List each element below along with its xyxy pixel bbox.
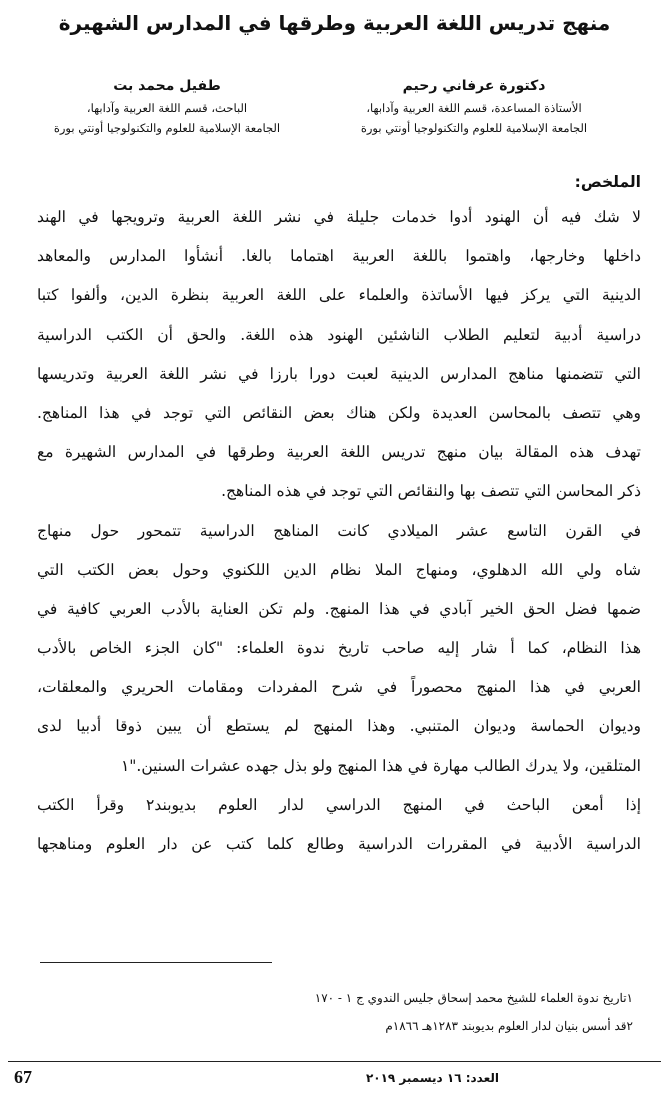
body-text xyxy=(37,198,641,864)
body-line: وهي تتصف بالمحاسن العديدة ولكن هناك بعض النقائص التي توجد في هذا المناهج. xyxy=(37,403,641,422)
body-line: الدراسية الأدبية في المقررات الدراسية وطالع كلما كتب عن دار العلوم ومناهجها xyxy=(37,835,641,853)
abstract-heading: الملخص: xyxy=(574,173,641,191)
body-line: الدينية التي يركز فيها الأساتذة والعلماء على اللغة العربية بنظرة الدين، وألفوا كتبا xyxy=(37,286,641,305)
body-line: التي تتضمنها مناهج المدارس الدينية لعبت دورا بارزا في نشر اللغة العربية وتدريسها xyxy=(37,364,641,383)
body-line: هذا النظام، كما أ شار إليه صاحب تاريخ ندوة العلماء: "كان الجزء الخاص بالأدب xyxy=(37,639,641,658)
footnote: ١تاريخ ندوة العلماء للشيخ محمد إسحاق جليس الندوي ج ١ - ١٧٠ xyxy=(314,991,633,1005)
body-line: المتلقين، ولا يدرك الطالب مهارة في هذا المنهج ولو بذل جهده عشرات السنين."١ xyxy=(120,756,641,775)
author-role: الأستاذة المساعدة، قسم اللغة العربية وآدابها، xyxy=(366,101,582,115)
author-institution: الجامعة الإسلامية للعلوم والتكنولوجيا أونتي بورة xyxy=(53,121,281,135)
footnote: ٢قد أسس بنيان لدار العلوم بديوبند ١٢٨٣هـ ١٨٦٦م xyxy=(385,1019,633,1033)
body-line: ضمها فضل الحق الخير آبادي في هذا المنهج. ولم تكن العناية بالأدب العربي كافية في xyxy=(37,599,641,618)
body-line: العربي في هذا المنهج محصوراً في شرح المفردات ومقامات الحريري والمعلقات، xyxy=(37,678,641,697)
body-line: في القرن التاسع عشر الميلادي كانت المناهج الدراسية تتمحور حول منهاج xyxy=(37,521,641,540)
footer-rule xyxy=(8,1061,661,1062)
body-line: شاه ولي الله الدهلوي، ومنهاج الملا نظام الدين اللكنوي وحول بعض الكتب التي xyxy=(37,560,641,579)
footnote-separator xyxy=(40,962,272,963)
author-institution: الجامعة الإسلامية للعلوم والتكنولوجيا أونتي بورة xyxy=(360,121,588,135)
body-line: إذا أمعن الباحث في المنهج الدراسي لدار العلوم بديوبند٢ وقرأ الكتب xyxy=(37,795,641,814)
body-line: وديوان الحماسة وديوان المتنبي. وهذا المنهج لم يستطع أن يبين ذوقا أدبيا لدى xyxy=(37,717,641,736)
body-line: تهدف هذه المقالة بيان منهج تدريس اللغة العربية وطرقها في المدارس الشهيرة مع xyxy=(37,443,641,462)
body-line: داخلها وخارجها، واهتموا باللغة العربية اهتماما بالغا. أنشأوا المدارس والمعاهد xyxy=(37,247,641,266)
article-title: منهج تدريس اللغة العربية وطرقها في المدارس الشهيرة xyxy=(58,11,611,35)
body-line: دراسية أدبية لتعليم الطلاب الناشئين الهنود هذه اللغة. والحق أن الكتب الدراسية xyxy=(37,325,641,344)
body-line: لا شك فيه أن الهنود أدوا خدمات جليلة في نشر اللغة العربية وترويجها في الهند xyxy=(37,208,641,226)
author-block-first xyxy=(329,74,619,138)
issue-info: العدد: ١٦ ديسمبر ٢٠١٩ xyxy=(365,1071,499,1085)
author-block-second xyxy=(22,74,312,138)
author-name: طفيل محمد بت xyxy=(113,78,221,94)
page-number: 67 xyxy=(14,1067,32,1087)
body-line: ذكر المحاسن التي تتصف بها والنقائص التي توجد في هذه المناهج. xyxy=(221,482,641,501)
author-name: دكتورة عرفاني رحيم xyxy=(402,78,546,94)
author-role: الباحث، قسم اللغة العربية وآدابها، xyxy=(86,101,248,115)
